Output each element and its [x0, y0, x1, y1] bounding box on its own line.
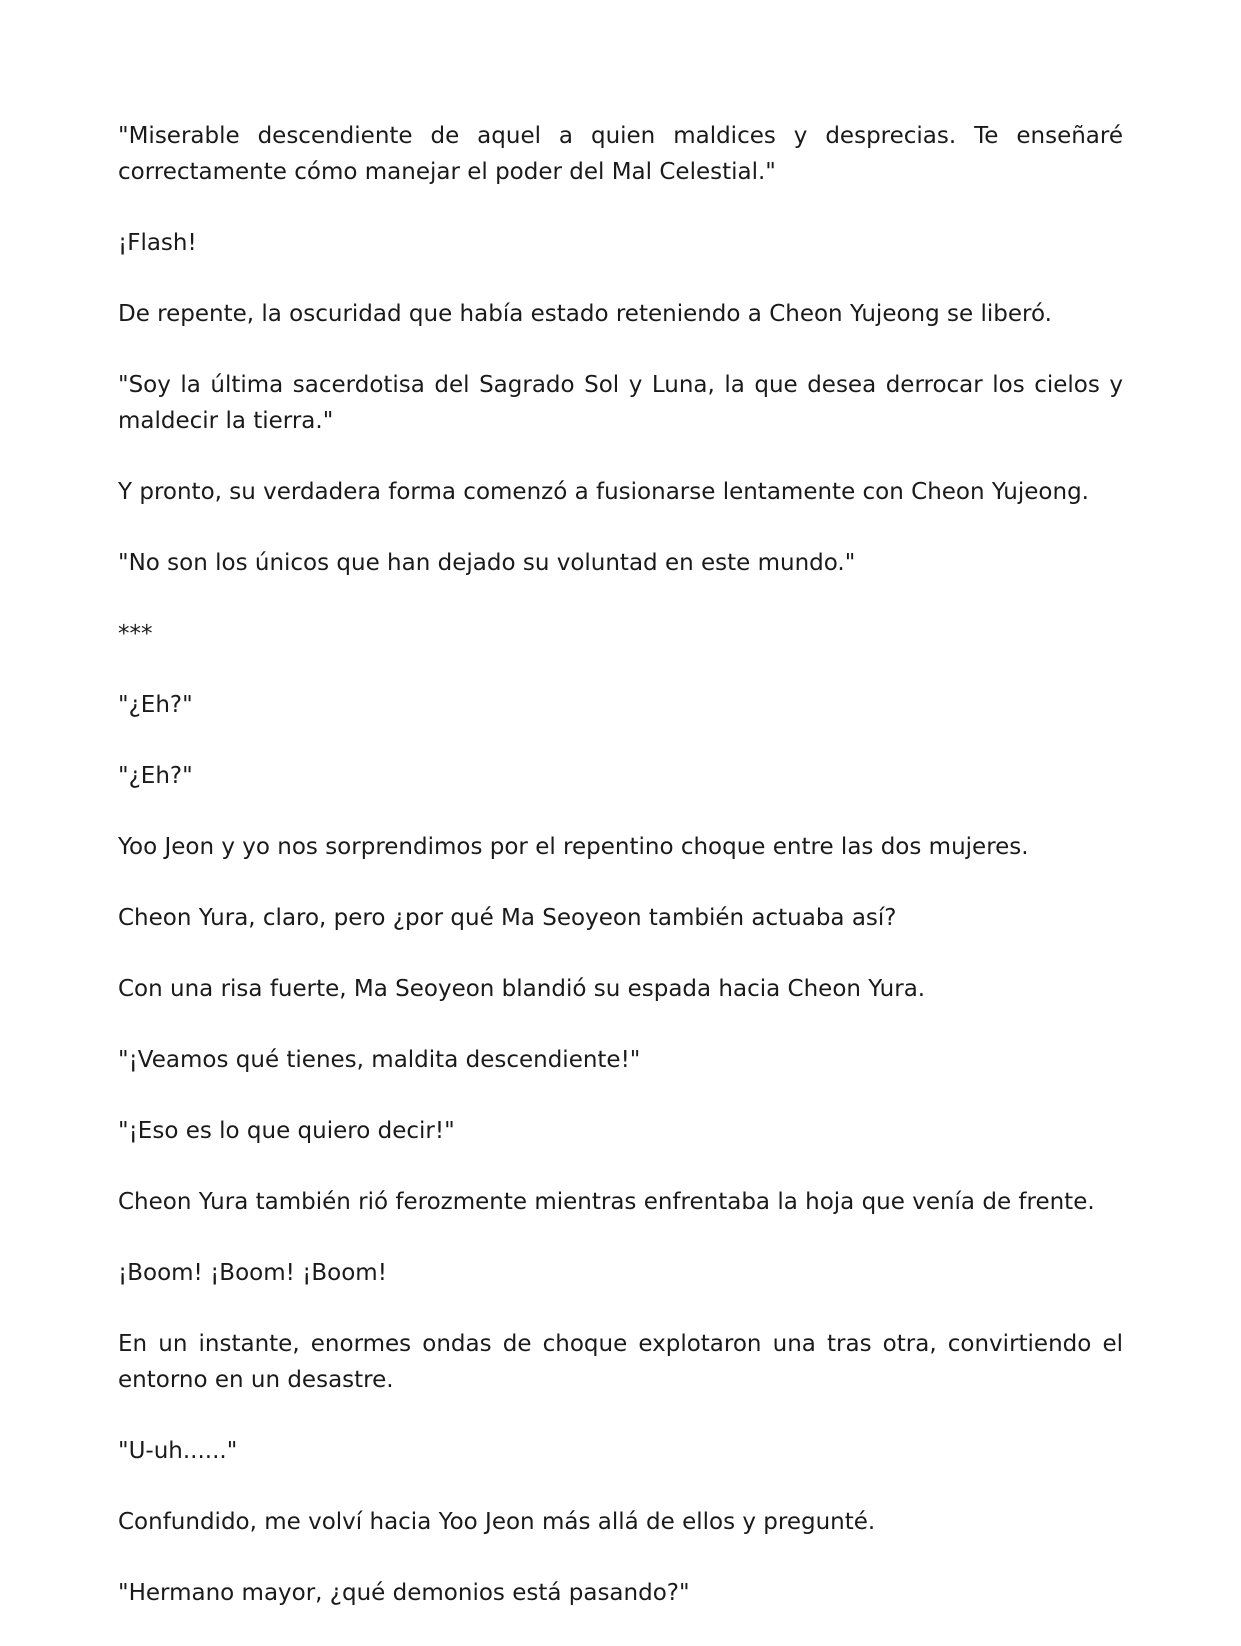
paragraph: En un instante, enormes ondas de choque explotaron una tras otra, convirtiendo el entorno en un desastre.: [118, 1331, 1123, 1393]
paragraph: De repente, la oscuridad que había estado reteniendo a Cheon Yujeong se liberó.: [118, 301, 1052, 327]
paragraph: "Miserable descendiente de aquel a quien maldices y desprecias. Te enseñaré correctamente cómo manejar el poder del Mal Celestial.": [118, 123, 1123, 185]
paragraph: "¿Eh?": [118, 763, 193, 789]
paragraph: "¡Eso es lo que quiero decir!": [118, 1118, 455, 1144]
paragraph: Confundido, me volví hacia Yoo Jeon más allá de ellos y pregunté.: [118, 1509, 876, 1535]
paragraph: Con una risa fuerte, Ma Seoyeon blandió su espada hacia Cheon Yura.: [118, 976, 926, 1002]
paragraph: "¿Eh?": [118, 692, 193, 718]
paragraph: ¡Boom! ¡Boom! ¡Boom!: [118, 1260, 387, 1286]
paragraph: "Hermano mayor, ¿qué demonios está pasando?": [118, 1580, 690, 1606]
paragraph: Cheon Yura también rió ferozmente mientras enfrentaba la hoja que venía de frente.: [118, 1189, 1095, 1215]
paragraph: Cheon Yura, claro, pero ¿por qué Ma Seoyeon también actuaba así?: [118, 905, 897, 931]
paragraph: Y pronto, su verdadera forma comenzó a fusionarse lentamente con Cheon Yujeong.: [118, 479, 1089, 505]
scene-break: ***: [118, 621, 153, 647]
paragraph: ¡Flash!: [118, 230, 197, 256]
paragraph: "U-uh......": [118, 1438, 238, 1464]
paragraph: "¡Veamos qué tienes, maldita descendiente!": [118, 1047, 641, 1073]
document-body: [118, 118, 1123, 1646]
paragraph: "Soy la última sacerdotisa del Sagrado Sol y Luna, la que desea derrocar los cielos y maldecir la tierra.": [118, 372, 1123, 434]
paragraph: "No son los únicos que han dejado su voluntad en este mundo.": [118, 550, 856, 576]
paragraph: Yoo Jeon y yo nos sorprendimos por el repentino choque entre las dos mujeres.: [118, 834, 1029, 860]
